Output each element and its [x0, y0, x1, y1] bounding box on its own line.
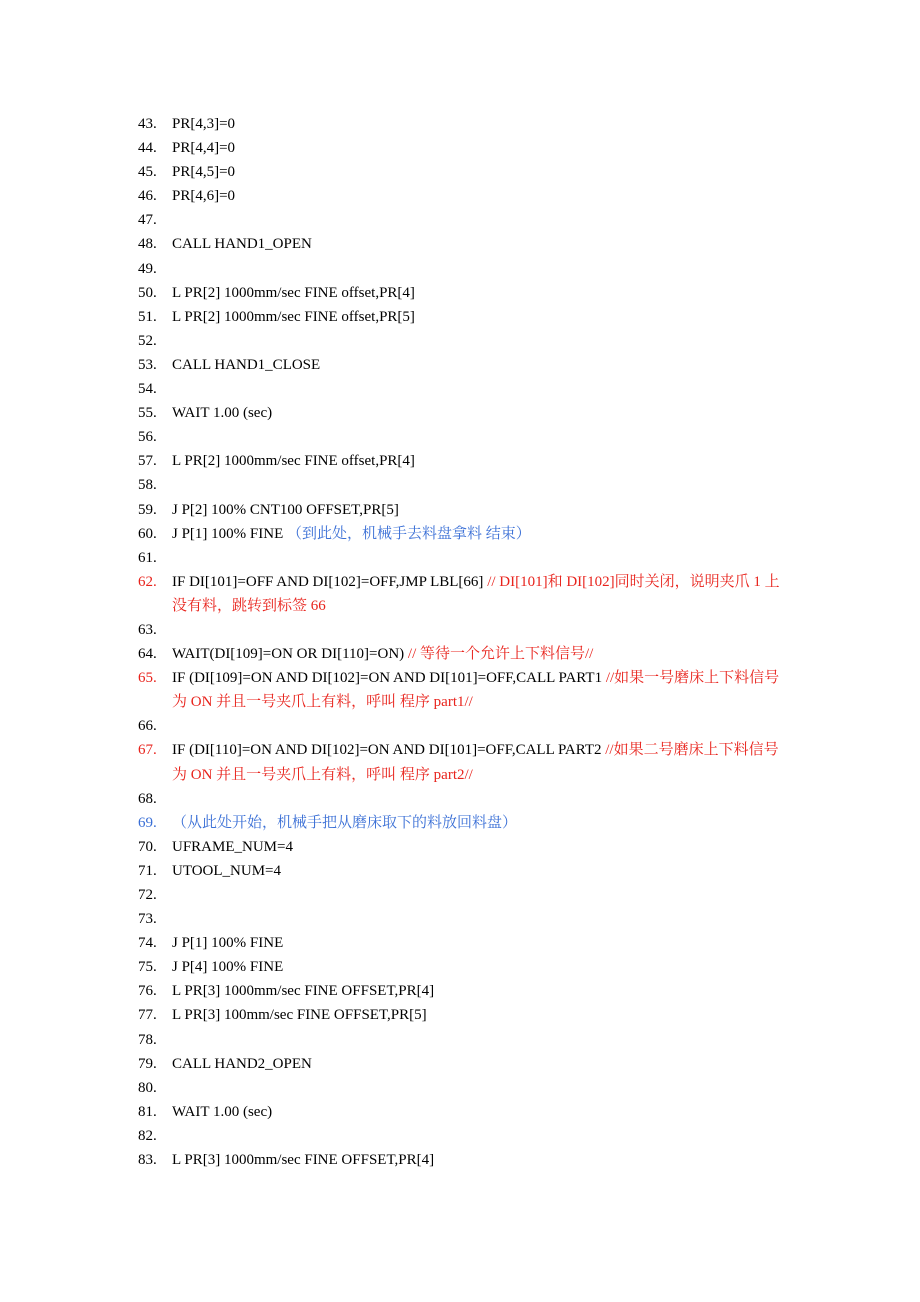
code-text: J P[2] 100% CNT100 OFFSET,PR[5] — [172, 501, 399, 518]
code-line — [0, 859, 920, 883]
code-line — [0, 377, 920, 401]
line-number: 48. — [138, 236, 157, 253]
code-text: L PR[3] 1000mm/sec FINE OFFSET,PR[4] — [172, 1152, 435, 1169]
code-text: IF DI[101]=OFF AND DI[102]=OFF,JMP LBL[66] — [172, 573, 484, 590]
code-comment: （从此处开始，机械手把从磨床取下的料放回料盘） — [172, 814, 518, 831]
line-number: 60. — [138, 525, 157, 542]
line-body — [172, 811, 784, 835]
line-body — [172, 738, 784, 786]
code-text: L PR[2] 1000mm/sec FINE offset,PR[4] — [172, 284, 415, 301]
line-number: 54. — [138, 381, 157, 398]
code-line — [0, 449, 920, 473]
line-number: 68. — [138, 790, 157, 807]
line-number: 58. — [138, 477, 157, 494]
line-number: 81. — [138, 1103, 157, 1120]
code-line — [0, 714, 920, 738]
line-number: 63. — [138, 621, 157, 638]
line-number: 74. — [138, 935, 157, 952]
line-number: 55. — [138, 405, 157, 422]
line-body — [172, 449, 784, 473]
code-text: UTOOL_NUM=4 — [172, 862, 282, 879]
code-line — [0, 546, 920, 570]
code-line — [0, 281, 920, 305]
code-line — [0, 160, 920, 184]
code-text: L PR[2] 1000mm/sec FINE offset,PR[5] — [172, 308, 415, 325]
code-text: CALL HAND1_CLOSE — [172, 356, 321, 373]
code-text: J P[1] 100% FINE — [172, 525, 284, 542]
line-number: 59. — [138, 501, 157, 518]
line-body — [172, 401, 784, 425]
code-line — [0, 353, 920, 377]
code-line — [0, 112, 920, 136]
code-text: WAIT 1.00 (sec) — [172, 405, 273, 422]
line-number: 76. — [138, 983, 157, 1000]
code-line — [0, 642, 920, 666]
code-comment: // 等待一个允许上下料信号// — [407, 646, 594, 663]
line-number: 69. — [138, 814, 157, 831]
line-number: 57. — [138, 453, 157, 470]
line-number: 44. — [138, 140, 157, 157]
line-number: 62. — [138, 573, 157, 590]
code-text: L PR[3] 1000mm/sec FINE OFFSET,PR[4] — [172, 983, 435, 1000]
line-number: 72. — [138, 887, 157, 903]
code-line — [0, 811, 920, 835]
code-line — [0, 907, 920, 931]
line-body — [172, 1052, 784, 1076]
code-text: CALL HAND2_OPEN — [172, 1055, 312, 1072]
code-text: L PR[2] 1000mm/sec FINE offset,PR[4] — [172, 453, 415, 470]
code-line — [0, 522, 920, 546]
line-number: 47. — [138, 212, 157, 229]
code-line — [0, 979, 920, 1003]
line-body — [172, 666, 784, 714]
line-number: 46. — [138, 188, 157, 205]
code-text: IF (DI[109]=ON AND DI[102]=ON AND DI[101]=OFF,CALL PART1 — [172, 670, 603, 687]
line-body — [172, 232, 784, 256]
code-text: CALL HAND1_OPEN — [172, 236, 312, 253]
code-line — [0, 1124, 920, 1148]
code-line — [0, 232, 920, 256]
line-body — [172, 353, 784, 377]
line-body — [172, 979, 784, 1003]
code-line — [0, 666, 920, 714]
line-number: 77. — [138, 1007, 157, 1024]
code-line — [0, 787, 920, 811]
line-body — [172, 1148, 784, 1172]
line-body — [172, 1100, 784, 1124]
line-body — [172, 160, 784, 184]
line-body — [172, 859, 784, 883]
line-body — [172, 498, 784, 522]
line-number: 64. — [138, 646, 157, 663]
line-body — [172, 1003, 784, 1027]
line-number: 83. — [138, 1152, 157, 1169]
code-line — [0, 955, 920, 979]
line-number: 71. — [138, 862, 157, 879]
code-text: J P[1] 100% FINE — [172, 935, 284, 952]
code-line — [0, 257, 920, 281]
code-comment: //如果一号磨床上下料信号为 ON 并且一号夹爪上有料，呼叫 程序 part1// — [172, 670, 780, 711]
code-line — [0, 184, 920, 208]
line-number: 70. — [138, 838, 157, 855]
code-comment: （到此处，机械手去料盘拿料 结束） — [287, 525, 531, 542]
line-body — [172, 522, 784, 546]
code-line — [0, 401, 920, 425]
line-body — [172, 184, 784, 208]
code-line — [0, 329, 920, 353]
line-body — [172, 136, 784, 160]
code-line — [0, 738, 920, 786]
code-line — [0, 305, 920, 329]
code-line — [0, 473, 920, 497]
code-line — [0, 1028, 920, 1052]
line-number: 75. — [138, 959, 157, 976]
line-number: 73. — [138, 911, 157, 928]
code-comment: // DI[101]和 DI[102]同时关闭，说明夹爪 1 上没有料，跳转到标签 66 — [172, 573, 780, 614]
line-body — [172, 931, 784, 955]
line-number: 49. — [138, 260, 157, 277]
code-line — [0, 1100, 920, 1124]
code-comment: //如果二号磨床上下料信号为 ON 并且一号夹爪上有料，呼叫 程序 part2// — [172, 742, 779, 783]
code-line — [0, 1003, 920, 1027]
line-number: 79. — [138, 1055, 157, 1072]
line-body — [172, 835, 784, 859]
line-number: 50. — [138, 284, 157, 301]
line-body — [172, 642, 784, 666]
line-body — [172, 955, 784, 979]
line-number: 66. — [138, 718, 157, 735]
code-line — [0, 1076, 920, 1100]
code-text: WAIT 1.00 (sec) — [172, 1103, 273, 1120]
code-text: J P[4] 100% FINE — [172, 959, 284, 976]
line-number: 45. — [138, 164, 157, 181]
code-line — [0, 618, 920, 642]
line-number: 78. — [138, 1031, 157, 1048]
line-number: 53. — [138, 356, 157, 373]
line-body — [172, 281, 784, 305]
code-text: PR[4,4]=0 — [172, 140, 236, 157]
line-number: 80. — [138, 1079, 157, 1096]
code-line — [0, 931, 920, 955]
code-text: IF (DI[110]=ON AND DI[102]=ON AND DI[101]=OFF,CALL PART2 — [172, 742, 602, 759]
line-number: 65. — [138, 670, 157, 687]
line-number: 67. — [138, 742, 157, 759]
code-text: UFRAME_NUM=4 — [172, 838, 293, 855]
code-line — [0, 570, 920, 618]
line-number: 61. — [138, 549, 157, 566]
code-text: WAIT(DI[109]=ON OR DI[110]=ON) — [172, 646, 405, 663]
line-body — [172, 570, 784, 618]
line-number: 52. — [138, 332, 157, 349]
code-text: PR[4,6]=0 — [172, 188, 236, 205]
line-number: 51. — [138, 308, 157, 325]
line-body — [172, 112, 784, 136]
code-line — [0, 425, 920, 449]
line-number: 43. — [138, 116, 157, 132]
code-text: PR[4,3]=0 — [172, 116, 236, 132]
code-line — [0, 883, 920, 907]
code-line — [0, 498, 920, 522]
code-line — [0, 136, 920, 160]
program-listing — [0, 112, 920, 1172]
line-body — [172, 305, 784, 329]
code-text: L PR[3] 100mm/sec FINE OFFSET,PR[5] — [172, 1007, 427, 1024]
code-text: PR[4,5]=0 — [172, 164, 236, 181]
code-line — [0, 1052, 920, 1076]
code-line — [0, 1148, 920, 1172]
line-number: 82. — [138, 1127, 157, 1144]
code-line — [0, 835, 920, 859]
code-line — [0, 208, 920, 232]
line-number: 56. — [138, 429, 157, 446]
